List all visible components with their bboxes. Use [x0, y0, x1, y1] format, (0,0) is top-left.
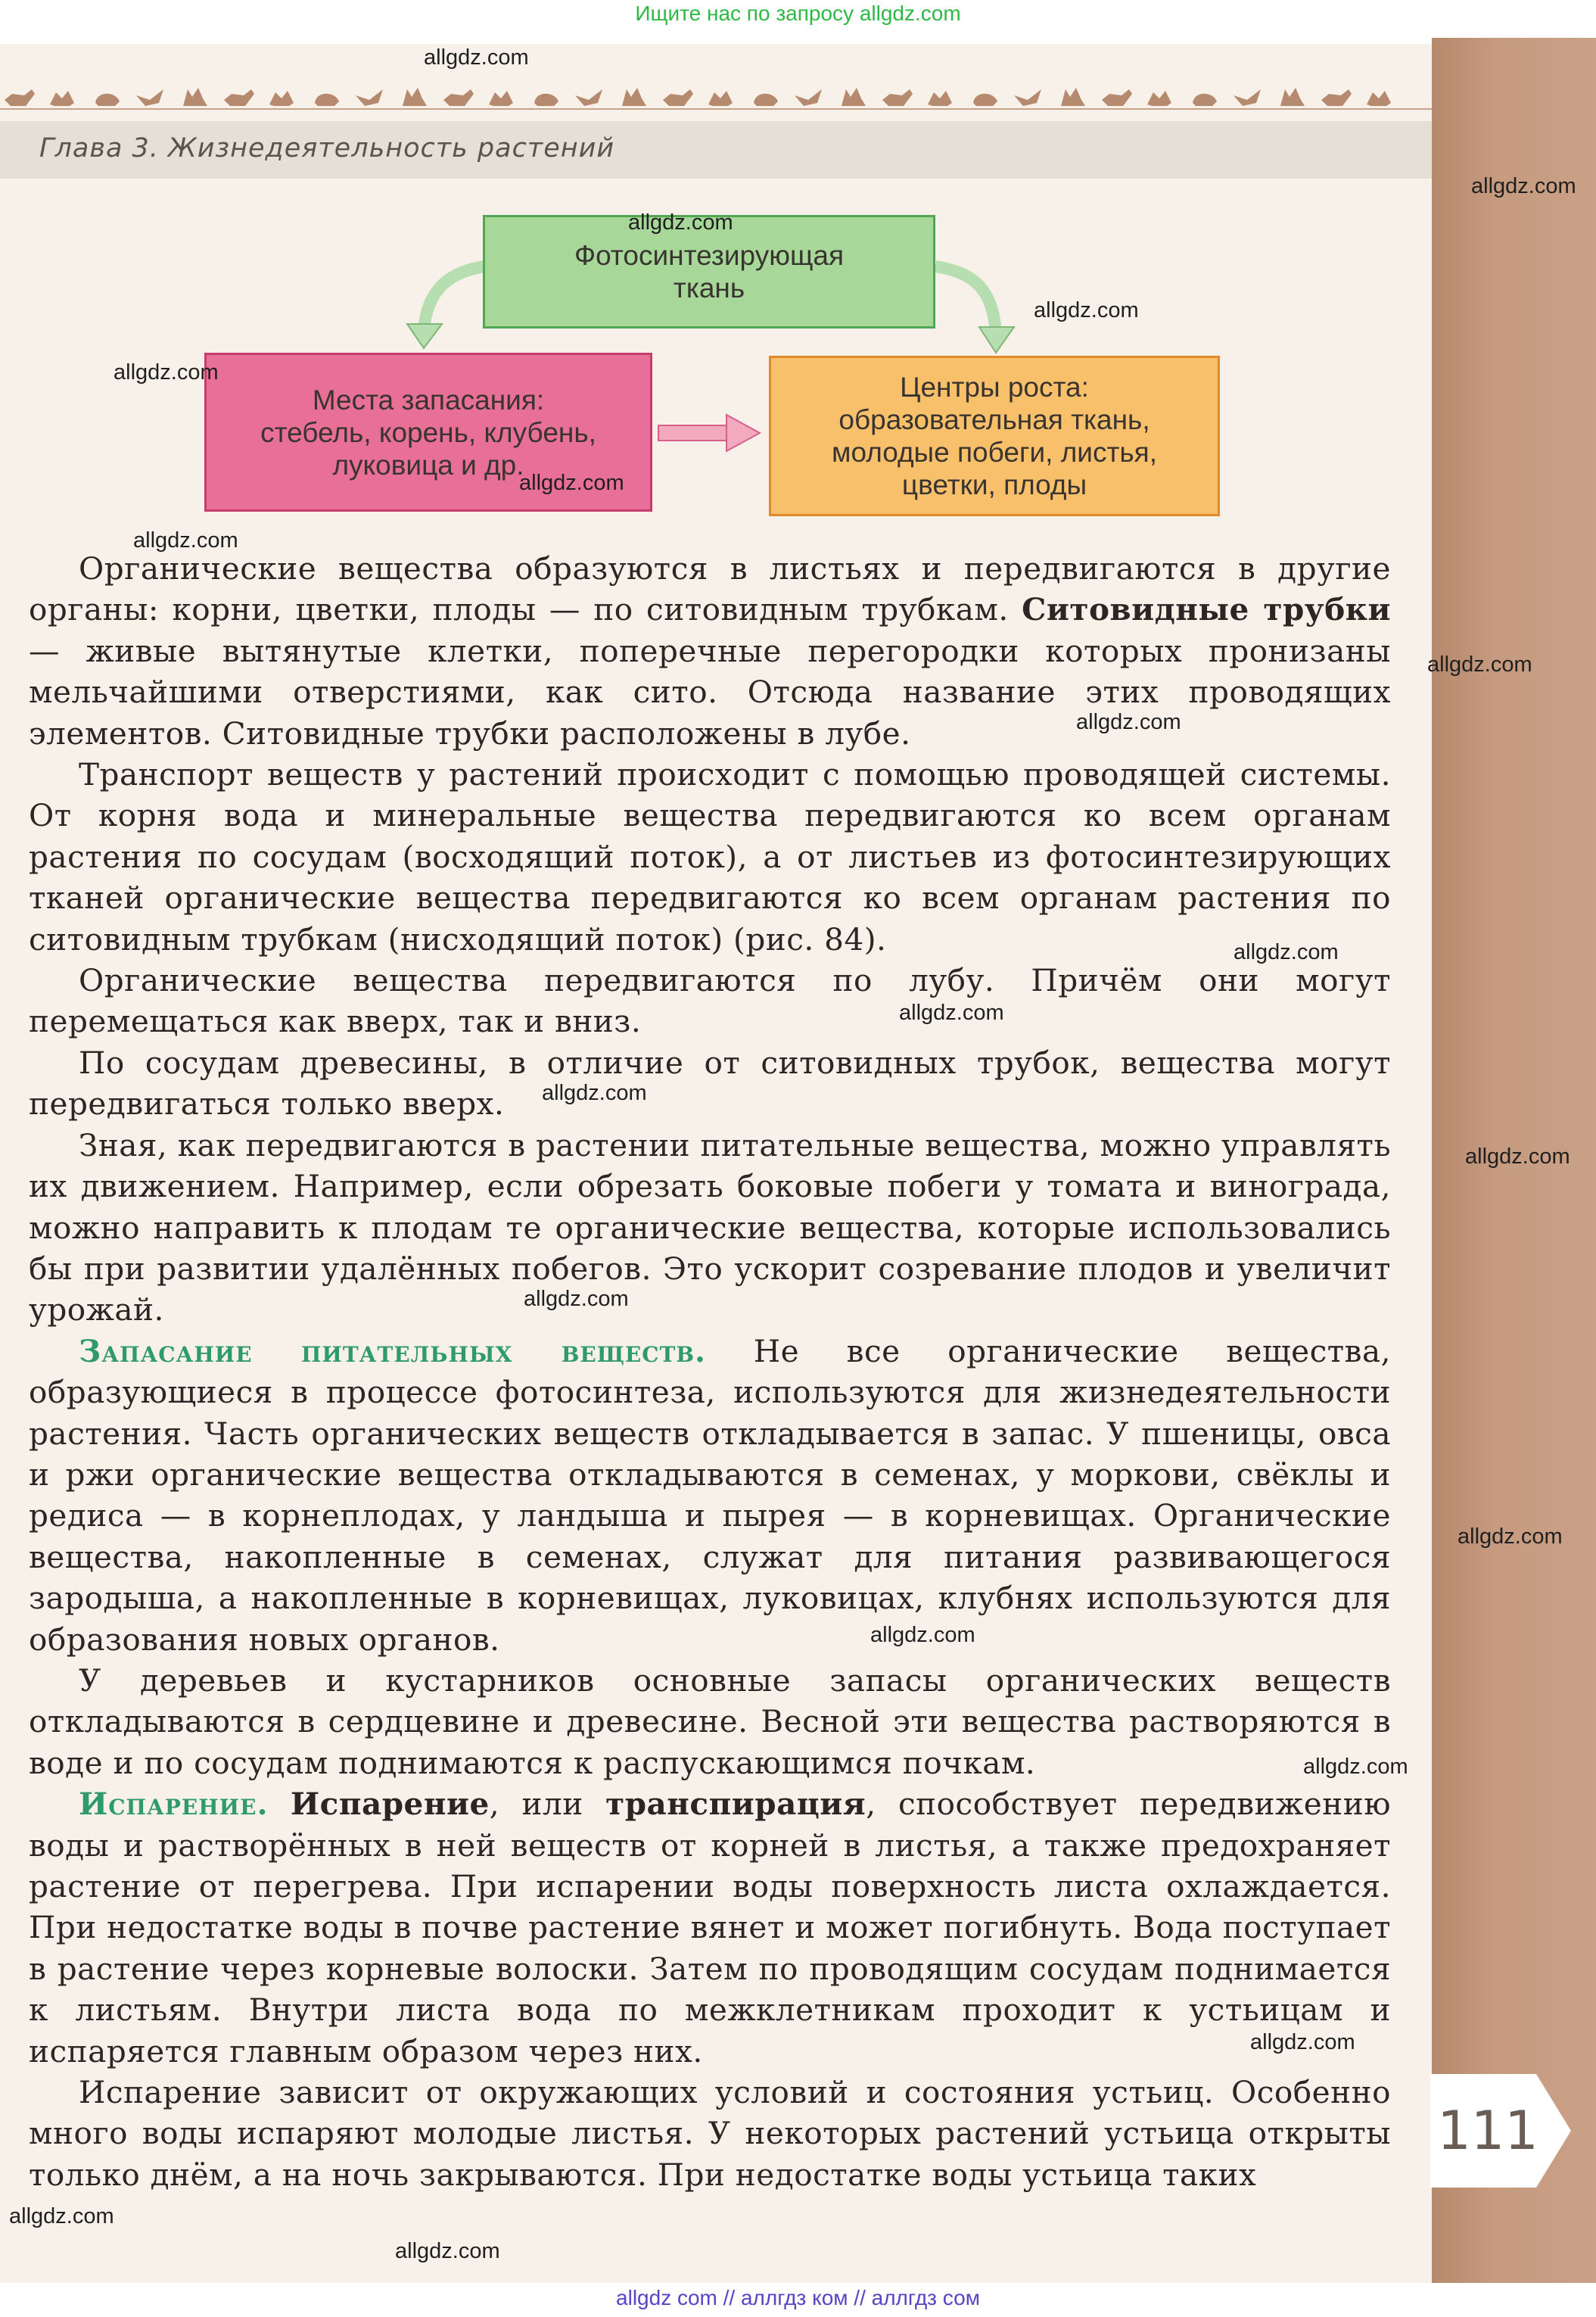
watermark: allgdz.com — [1471, 174, 1576, 198]
watermark: allgdz.com — [899, 1001, 1004, 1025]
watermark: allgdz.com — [1465, 1144, 1570, 1169]
main-text — [29, 548, 1391, 2195]
watermark: allgdz.com — [1250, 2030, 1355, 2054]
page-number: 111 — [1437, 2100, 1538, 2162]
watermark: allgdz.com — [524, 1287, 629, 1311]
arrow-middle-head — [726, 415, 760, 451]
animal-silhouette-icon — [50, 91, 74, 106]
animal-silhouette-icon — [663, 89, 693, 106]
animal-silhouette-icon — [795, 89, 822, 106]
search-banner[interactable]: Ищите нас по запросу allgdz.com — [635, 2, 961, 25]
arrow-right-head — [979, 327, 1014, 353]
watermark: allgdz.com — [870, 1623, 975, 1647]
animal-silhouette-icon — [315, 94, 339, 106]
paragraph-phloem: Органические вещества передвигаются по лубу. Причём они могут перемещаться как вверх, так и вниз. — [29, 962, 1391, 1040]
arrow-left-head — [407, 324, 442, 348]
watermark: allgdz.com — [114, 360, 219, 385]
heading-storage: Запасание питательных веществ. — [79, 1332, 707, 1369]
watermark: allgdz.com — [1234, 940, 1339, 964]
heading-evaporation: Испарение. — [79, 1786, 269, 1823]
p1-text-b: — живые вытянутые клетки, поперечные перегородки которых пронизаны мельчайшими отверстиями, как сито. Отсюда название этих проводящих элементов. Ситовидные трубки расположены в лубе. — [29, 632, 1391, 752]
watermark: allgdz.com — [1076, 710, 1181, 734]
watermark: allgdz.com — [133, 528, 238, 553]
arrow-right-curve — [935, 266, 996, 333]
animal-silhouette-icon — [1234, 89, 1261, 106]
animal-silhouette-icon — [5, 89, 35, 106]
paragraph-xylem: По сосудам древесины, в отличие от ситовидных трубок, вещества могут передвигаться только вверх. — [29, 1044, 1391, 1123]
animal-silhouette-icon — [882, 89, 913, 106]
watermark: allgdz.com — [542, 1081, 647, 1105]
animal-silhouette-icon — [136, 89, 163, 106]
animal-silhouette-icon — [622, 88, 646, 106]
animal-silhouette-icon — [1014, 89, 1041, 106]
p8-mid: , или — [489, 1786, 606, 1823]
animal-silhouette-icon — [269, 91, 294, 106]
photosynthetic-tissue-box: Фотосинтезирующая ткань — [483, 215, 935, 329]
paragraph-control: Зная, как передвигаются в растении питательные вещества, можно управлять их движением. Например, если обрезать боковые побеги у томата и винограда, можно направить к плодам те органические вещества, которые использовались бы при развитии удалённых побегов. Это ускорит созревание плодов и увеличит урожай. — [29, 1126, 1391, 1328]
animal-silhouette-icon — [575, 89, 602, 106]
term-transpiration: транспирация — [605, 1786, 866, 1823]
watermark: allgdz.com — [1427, 652, 1532, 677]
watermark: allgdz.com — [628, 210, 733, 235]
animal-silhouette-icon — [842, 88, 866, 106]
paragraph-storage — [29, 1331, 1391, 1660]
storage-places-box: Места запасания: стебель, корень, клубень, луковица и др. — [204, 353, 652, 512]
paragraph-transport: Транспорт веществ у растений происходит с помощью проводящей системы. От корня вода и минеральные вещества передвигаются ко всем органам растения по сосудам (восходящий поток), а от листьев из фотосинтезирующих тканей органические вещества передвигаются ко всем органам растения по ситовидным трубкам (нисходящий поток) (рис. 84). — [29, 756, 1391, 958]
animal-silhouette-icon — [183, 88, 207, 106]
arrow-middle-shaft — [658, 425, 728, 441]
term-evaporation: Испарение — [290, 1786, 490, 1823]
watermark: allgdz.com — [519, 471, 624, 495]
animal-silhouette-icon — [224, 89, 254, 106]
paragraph-conditions: Испарение зависит от окружающих условий и состояния устьиц. Особенно много воды испаряют молодые листья. У некоторых растений устьица открыты только днём, а на ночь закрываются. При недостатке воды устьица таких — [29, 2074, 1391, 2193]
watermark: allgdz.com — [424, 45, 529, 70]
p8-text: , способствует передвижению воды и растворённых в ней веществ от корней в листья, а также предохраняет растение от перегрева. При испарении воды поверхность листа охлаждается. При недостатке воды в почве растение вянет и может погибнуть. Вода поступает в растение через корневые волоски. Затем по проводящим сосудам поднимается к листьям. Внутри листа вода по межклетникам проходит к устьицам и испаряется главным образом через них. — [29, 1786, 1391, 2069]
p1-text-a: Органические вещества образуются в листьях и передвигаются в другие органы: корни, цветки, плоды — по ситовидным трубкам. — [29, 550, 1391, 628]
footer-links[interactable]: allgdz com // аллгдз ком // аллгдз сом — [0, 2283, 1596, 2317]
animal-silhouette-icon — [95, 94, 120, 106]
paragraph-trees: У деревьев и кустарников основные запасы органических веществ откладываются в сердцевине и древесине. Весной эти вещества растворяются в воде и по сосудам поднимаются к распускающимся почкам. — [29, 1661, 1391, 1781]
animal-silhouette-icon — [356, 89, 383, 106]
watermark: allgdz.com — [1303, 1755, 1408, 1779]
animal-silhouette-icon — [534, 94, 558, 106]
animal-silhouette-icon — [1147, 91, 1171, 106]
animal-icons — [5, 88, 1391, 106]
watermark: allgdz.com — [1034, 298, 1139, 322]
animal-silhouette-icon — [1061, 88, 1085, 106]
paragraph-evaporation — [29, 1783, 1391, 2072]
p6-text: Не все органические вещества, образующиеся в процессе фотосинтеза, используются для жизнедеятельности растения. Часть органических веществ откладывается в запас. У пшеницы, овса и ржи органические вещества откладываются в семенах, у моркови, свёклы и редиса — в корнеплодах, у ландыша и пырея — в корневищах. Органические вещества, накопленные в семенах, служат для питания развивающегося зародыша, а накопленные в корневищах, луковицах, клубнях используются для образования новых органов. — [29, 1332, 1391, 1658]
animal-silhouette-icon — [754, 94, 778, 106]
watermark: allgdz.com — [395, 2239, 500, 2263]
watermark: allgdz.com — [1458, 1524, 1563, 1549]
animal-silhouette-icon — [443, 89, 474, 106]
animal-silhouette-icon — [973, 94, 997, 106]
animal-silhouette-icon — [1321, 89, 1352, 106]
term-sieve-tubes: Ситовидные трубки — [1022, 591, 1391, 628]
paragraph-sieve-tubes — [29, 548, 1391, 754]
animal-silhouette-icon — [1280, 88, 1305, 106]
watermark: allgdz.com — [9, 2204, 114, 2228]
animal-silhouette-icon — [708, 91, 733, 106]
animal-silhouette-icon — [928, 91, 952, 106]
animal-silhouette-icon — [403, 88, 427, 106]
animal-silhouette-icon — [1102, 89, 1132, 106]
animal-silhouette-icon — [1193, 94, 1217, 106]
growth-centers-box: Центры роста: образовательная ткань, молодые побеги, листья, цветки, плоды — [769, 356, 1220, 516]
arrow-left-curve — [424, 266, 484, 329]
animal-silhouette-strip — [0, 73, 1432, 118]
animal-silhouette-icon — [1367, 91, 1391, 106]
chapter-title: Глава 3. Жизнедеятельность растений — [39, 133, 615, 163]
animal-silhouette-icon — [489, 91, 513, 106]
